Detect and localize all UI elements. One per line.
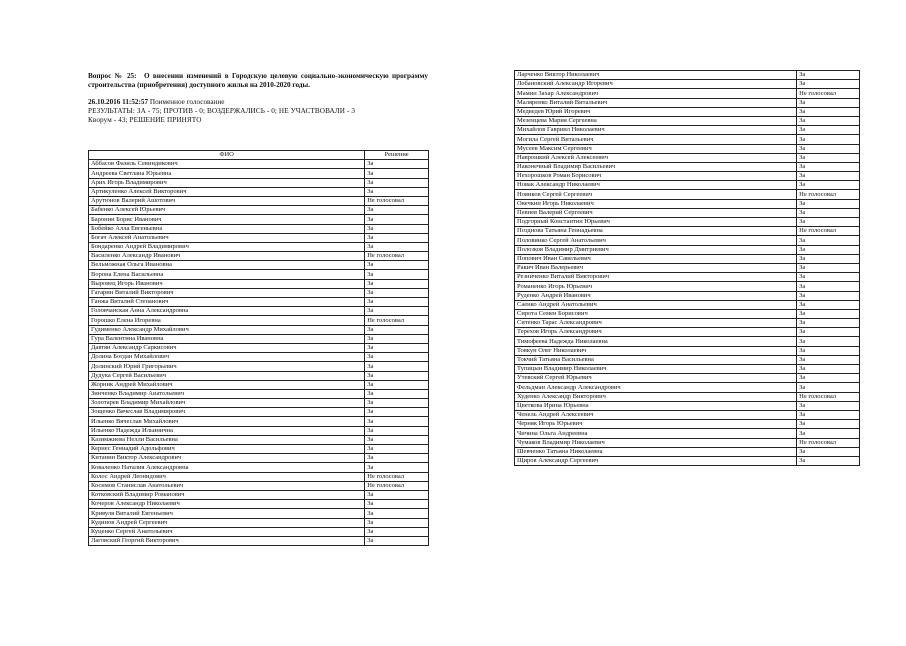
vote-decision-cell: Не голосовал <box>365 252 429 261</box>
deputy-name-cell: Руденко Андрей Иванович <box>515 291 797 300</box>
column-header-name: ФИО <box>89 151 365 160</box>
table-row <box>515 116 860 125</box>
deputy-name-cell: Наконечный Владимир Васильевич <box>515 162 797 171</box>
deputy-name-cell: Кочеров Александр Николаевич <box>89 500 365 509</box>
vote-decision-cell: За <box>797 374 860 383</box>
vote-decision-cell: За <box>797 300 860 309</box>
vote-decision-cell: За <box>365 399 429 408</box>
vote-decision-cell: За <box>365 490 429 499</box>
vote-decision-cell: За <box>365 261 429 270</box>
column-header-vote: Решение <box>365 151 429 160</box>
table-row <box>89 206 429 215</box>
vote-decision-cell: За <box>365 408 429 417</box>
table-row <box>89 298 429 307</box>
table-row <box>515 410 860 419</box>
table-row <box>89 288 429 297</box>
question-number: Вопрос № 25: <box>88 72 137 80</box>
deputy-name-cell: Гура Валентина Ивановна <box>89 334 365 343</box>
table-row <box>89 527 429 536</box>
vote-decision-cell: За <box>365 279 429 288</box>
table-row <box>89 252 429 261</box>
vote-decision-cell: За <box>365 445 429 454</box>
vote-decision-cell: За <box>365 509 429 518</box>
vote-decision-cell: За <box>797 346 860 355</box>
table-row <box>515 456 860 465</box>
vote-decision-cell: За <box>365 307 429 316</box>
vote-decision-cell: За <box>365 362 429 371</box>
deputy-name-cell: Ченель Андрей Алексеевич <box>515 410 797 419</box>
table-row <box>515 71 860 80</box>
table-row <box>515 438 860 447</box>
deputy-name-cell: Ларченко Виктор Николаевич <box>515 71 797 80</box>
vote-decision-cell: За <box>797 319 860 328</box>
vote-decision-cell: За <box>797 181 860 190</box>
table-row <box>515 263 860 272</box>
deputy-name-cell: Горошко Елена Игоревна <box>89 316 365 325</box>
vote-decision-cell: Не голосовал <box>365 481 429 490</box>
table-row <box>89 463 429 472</box>
vote-decision-cell: За <box>797 429 860 438</box>
table-row <box>89 307 429 316</box>
vote-decision-cell: За <box>797 80 860 89</box>
table-row <box>515 300 860 309</box>
table-row <box>89 178 429 187</box>
deputy-name-cell: Гудименко Александр Михайлович <box>89 325 365 334</box>
deputy-name-cell: Полозков Владимир Дмитриевич <box>515 245 797 254</box>
deputy-name-cell: Мамин Захар Александрович <box>515 89 797 98</box>
deputy-name-cell: Тимофеева Надежда Николаевна <box>515 337 797 346</box>
table-row <box>89 399 429 408</box>
deputy-name-cell: Казимжиева Нелли Васильевна <box>89 435 365 444</box>
vote-decision-cell: За <box>797 291 860 300</box>
table-row <box>515 328 860 337</box>
session-datetime: 26.10.2016 11:52:57 <box>88 98 149 106</box>
table-row <box>89 343 429 352</box>
vote-decision-cell: За <box>797 126 860 135</box>
deputy-name-cell: Арих Игорь Владимирович <box>89 178 365 187</box>
deputy-name-cell: Сирота Семен Борисович <box>515 309 797 318</box>
table-row <box>89 169 429 178</box>
deputy-name-cell: Ворона Елена Васильевна <box>89 270 365 279</box>
vote-decision-cell: За <box>365 417 429 426</box>
quorum-decision: Кворум - 43; РЕШЕНИЕ ПРИНЯТО <box>88 116 202 124</box>
table-row <box>89 472 429 481</box>
results-summary: РЕЗУЛЬТАТЫ: ЗА - 75; ПРОТИВ - 0; ВОЗДЕРЖАЛИСЬ - 0; НЕ УЧАСТВОВАЛИ - 3 <box>88 107 356 115</box>
table-row <box>515 254 860 263</box>
deputy-name-cell: Богач Алексей Анатольевич <box>89 233 365 242</box>
table-row <box>515 319 860 328</box>
vote-decision-cell: За <box>797 236 860 245</box>
deputy-name-cell: Кудинов Андрей Сергеевич <box>89 518 365 527</box>
table-row <box>89 353 429 362</box>
vote-decision-cell: За <box>365 178 429 187</box>
vote-decision-cell: За <box>797 208 860 217</box>
table-row <box>89 509 429 518</box>
table-row <box>89 270 429 279</box>
table-row <box>89 536 429 545</box>
deputy-name-cell: Мусеев Максим Сергеевич <box>515 144 797 153</box>
vote-decision-cell: Не голосовал <box>365 316 429 325</box>
deputy-name-cell: Утевский Сергей Юрьевич <box>515 374 797 383</box>
vote-decision-cell: За <box>365 215 429 224</box>
vote-decision-cell: За <box>365 325 429 334</box>
vote-decision-cell: Не голосовал <box>365 472 429 481</box>
table-row <box>515 144 860 153</box>
vote-decision-cell: За <box>797 401 860 410</box>
table-row <box>515 181 860 190</box>
deputy-name-cell: Аббасов Фазиль Севиндикович <box>89 160 365 169</box>
table-row <box>89 316 429 325</box>
vote-decision-cell: За <box>365 187 429 196</box>
table-row <box>89 417 429 426</box>
table-row <box>515 401 860 410</box>
deputy-name-cell: Бондаренко Андрей Владимирович <box>89 242 365 251</box>
deputy-name-cell: Тупицын Владимир Николаевич <box>515 365 797 374</box>
table-row <box>515 365 860 374</box>
table-row <box>515 190 860 199</box>
deputy-name-cell: Баронин Борис Иванович <box>89 215 365 224</box>
vote-decision-cell: За <box>365 206 429 215</box>
vote-decision-cell: За <box>797 410 860 419</box>
table-row <box>89 500 429 509</box>
table-row <box>515 218 860 227</box>
table-row <box>89 187 429 196</box>
deputy-name-cell: Арутюнов Валерий Ашотович <box>89 196 365 205</box>
vote-decision-cell: За <box>797 254 860 263</box>
deputy-name-cell: Давтян Александр Саркисович <box>89 343 365 352</box>
deputy-name-cell: Выровец Игорь Иванович <box>89 279 365 288</box>
deputy-name-cell: Ильенко Надежда Ильинична <box>89 426 365 435</box>
table-row <box>515 420 860 429</box>
deputy-name-cell: Чичина Ольга Андреевна <box>515 429 797 438</box>
table-row <box>89 371 429 380</box>
deputy-name-cell: Дудука Сергей Васильевич <box>89 371 365 380</box>
deputy-name-cell: Черняк Игорь Юрьевич <box>515 420 797 429</box>
vote-decision-cell: За <box>365 380 429 389</box>
table-row <box>515 447 860 456</box>
vote-decision-cell: За <box>365 169 429 178</box>
vote-type: Поименное голосование <box>149 98 225 106</box>
deputy-name-cell: Котковский Владимир Романович <box>89 490 365 499</box>
deputy-name-cell: Китанин Виктор Александрович <box>89 454 365 463</box>
table-row <box>515 107 860 116</box>
table-row <box>515 429 860 438</box>
deputy-name-cell: Чумаков Владимир Николаевич <box>515 438 797 447</box>
deputy-name-cell: Коваленко Наталия Александровна <box>89 463 365 472</box>
deputy-name-cell: Цветкова Ирина Юрьевна <box>515 401 797 410</box>
deputy-name-cell: Попович Иван Савельевич <box>515 254 797 263</box>
table-row <box>89 362 429 371</box>
deputy-name-cell: Нехорошков Роман Борисович <box>515 172 797 181</box>
deputy-name-cell: Колос Андрей Леонидович <box>89 472 365 481</box>
vote-decision-cell: За <box>365 518 429 527</box>
deputy-name-cell: Романенко Игорь Юрьевич <box>515 282 797 291</box>
deputy-name-cell: Бобейко Алла Евгеньевна <box>89 224 365 233</box>
deputy-name-cell: Резниченко Виталий Викторович <box>515 273 797 282</box>
table-row <box>515 208 860 217</box>
vote-decision-cell: За <box>797 153 860 162</box>
table-row <box>89 325 429 334</box>
deputy-name-cell: Михайлов Гавриил Николаевич <box>515 126 797 135</box>
deputy-name-cell: Маляренко Виталий Витальевич <box>515 98 797 107</box>
table-row <box>515 236 860 245</box>
table-row <box>89 518 429 527</box>
table-row <box>89 426 429 435</box>
vote-decision-cell: Не голосовал <box>797 227 860 236</box>
table-row <box>515 309 860 318</box>
deputy-name-cell: Медведев Юрий Игоревич <box>515 107 797 116</box>
vote-table-left <box>88 150 429 546</box>
table-row <box>515 273 860 282</box>
table-row <box>515 355 860 364</box>
table-row <box>515 346 860 355</box>
vote-decision-cell: За <box>365 500 429 509</box>
table-row <box>89 481 429 490</box>
deputy-name-cell: Долина Богдан Михайлович <box>89 353 365 362</box>
deputy-name-cell: Ганжа Виталий Степанович <box>89 298 365 307</box>
deputy-name-cell: Новиков Сергей Сергеевич <box>515 190 797 199</box>
deputy-name-cell: Лобановский Александр Игоревич <box>515 80 797 89</box>
deputy-name-cell: Золотарев Владимир Михайлович <box>89 399 365 408</box>
deputy-name-cell: Токчий Татьяна Васильевна <box>515 355 797 364</box>
vote-decision-cell: За <box>365 426 429 435</box>
vote-decision-cell: За <box>365 371 429 380</box>
deputy-name-cell: Мезенцева Мария Сергеевна <box>515 116 797 125</box>
vote-decision-cell: За <box>797 162 860 171</box>
vote-decision-cell: За <box>797 355 860 364</box>
table-row <box>89 454 429 463</box>
vote-decision-cell: За <box>797 144 860 153</box>
table-row <box>515 172 860 181</box>
table-row <box>89 242 429 251</box>
deputy-name-cell: Товкун Олег Николаевич <box>515 346 797 355</box>
table-row <box>89 196 429 205</box>
vote-decision-cell: За <box>797 273 860 282</box>
vote-decision-cell: За <box>797 309 860 318</box>
deputy-name-cell: Жорник Андрей Михайлович <box>89 380 365 389</box>
vote-decision-cell: За <box>797 107 860 116</box>
table-row <box>515 80 860 89</box>
deputy-name-cell: Головчанская Анна Александровна <box>89 307 365 316</box>
table-row <box>89 215 429 224</box>
deputy-name-cell: Терехов Игорь Александрович <box>515 328 797 337</box>
deputy-name-cell: Косимов Станислав Анатольевич <box>89 481 365 490</box>
table-row <box>89 389 429 398</box>
table-row <box>89 279 429 288</box>
deputy-name-cell: Саенко Андрей Анатольевич <box>515 300 797 309</box>
deputy-name-cell: Вельможная Ольга Ивановна <box>89 261 365 270</box>
table-row <box>89 445 429 454</box>
table-row <box>515 282 860 291</box>
question-heading <box>88 72 428 90</box>
deputy-name-cell: Ситенко Тарас Александрович <box>515 319 797 328</box>
table-row <box>89 160 429 169</box>
table-row <box>515 374 860 383</box>
vote-decision-cell: За <box>365 343 429 352</box>
deputy-name-cell: Лаговский Георгий Викторович <box>89 536 365 545</box>
vote-decision-cell: Не голосовал <box>365 196 429 205</box>
table-row <box>515 392 860 401</box>
vote-decision-cell: За <box>797 447 860 456</box>
deputy-name-cell: Василенко Александр Иванович <box>89 252 365 261</box>
table-row <box>89 224 429 233</box>
vote-decision-cell: За <box>365 454 429 463</box>
table-row <box>515 135 860 144</box>
vote-decision-cell: За <box>797 282 860 291</box>
vote-decision-cell: Не голосовал <box>797 89 860 98</box>
table-row <box>89 334 429 343</box>
table-row <box>89 408 429 417</box>
table-row <box>89 380 429 389</box>
deputy-name-cell: Фельдман Александр Александрович <box>515 383 797 392</box>
vote-decision-cell: За <box>797 420 860 429</box>
vote-decision-cell: За <box>365 536 429 545</box>
vote-decision-cell: За <box>797 172 860 181</box>
vote-decision-cell: За <box>365 224 429 233</box>
table-row <box>89 233 429 242</box>
table-row <box>515 98 860 107</box>
deputy-name-cell: Артикуленко Алексей Викторович <box>89 187 365 196</box>
vote-decision-cell: За <box>365 160 429 169</box>
deputy-name-cell: Зощенко Вячеслав Владимирович <box>89 408 365 417</box>
deputy-name-cell: Ильенко Вячеслав Михайлович <box>89 417 365 426</box>
table-row <box>515 245 860 254</box>
deputy-name-cell: Андреева Светлана Юрьевна <box>89 169 365 178</box>
deputy-name-cell: Кривуля Виталий Евгеньевич <box>89 509 365 518</box>
vote-decision-cell: За <box>365 435 429 444</box>
deputy-name-cell: Кернес Геннадий Адольфович <box>89 445 365 454</box>
deputy-name-cell: Овечкин Игорь Николаевич <box>515 199 797 208</box>
vote-decision-cell: За <box>797 218 860 227</box>
document-header <box>88 72 428 125</box>
deputy-name-cell: Куценко Сергей Анатольевич <box>89 527 365 536</box>
vote-decision-cell: За <box>797 199 860 208</box>
deputy-name-cell: Ракич Иван Валерьевич <box>515 263 797 272</box>
vote-decision-cell: За <box>365 298 429 307</box>
deputy-name-cell: Могила Сергей Витальевич <box>515 135 797 144</box>
deputy-name-cell: Бабенко Алексей Юрьевич <box>89 206 365 215</box>
deputy-name-cell: Подгорный Константин Юрьевич <box>515 218 797 227</box>
vote-decision-cell: За <box>365 288 429 297</box>
table-row <box>89 261 429 270</box>
vote-decision-cell: За <box>365 389 429 398</box>
vote-decision-cell: За <box>797 245 860 254</box>
vote-decision-cell: За <box>797 263 860 272</box>
vote-decision-cell: За <box>797 71 860 80</box>
deputy-name-cell: Певнев Валерий Сергеевич <box>515 208 797 217</box>
table-row <box>515 153 860 162</box>
table-row <box>515 199 860 208</box>
deputy-name-cell: Шевченко Татьяна Николаевна <box>515 447 797 456</box>
table-row <box>89 490 429 499</box>
vote-decision-cell: Не голосовал <box>797 438 860 447</box>
vote-decision-cell: За <box>797 456 860 465</box>
deputy-name-cell: Новак Александр Николаевич <box>515 181 797 190</box>
vote-decision-cell: Не голосовал <box>797 392 860 401</box>
vote-decision-cell: За <box>365 270 429 279</box>
vote-decision-cell: За <box>797 116 860 125</box>
table-row <box>515 291 860 300</box>
deputy-name-cell: Половинко Сергей Анатольевич <box>515 236 797 245</box>
vote-decision-cell: За <box>797 135 860 144</box>
table-row <box>515 162 860 171</box>
deputy-name-cell: Позднова Татьяна Геннадьевна <box>515 227 797 236</box>
vote-decision-cell: За <box>797 328 860 337</box>
table-row <box>515 337 860 346</box>
deputy-name-cell: Долинский Юрий Григорьевич <box>89 362 365 371</box>
vote-table-right <box>514 70 860 466</box>
vote-decision-cell: За <box>365 527 429 536</box>
vote-decision-cell: За <box>797 383 860 392</box>
vote-decision-cell: За <box>365 353 429 362</box>
vote-decision-cell: За <box>797 337 860 346</box>
vote-decision-cell: За <box>365 233 429 242</box>
vote-decision-cell: За <box>365 334 429 343</box>
table-row <box>515 227 860 236</box>
vote-table-left-body <box>89 160 429 546</box>
deputy-name-cell: Худенко Александр Викторович <box>515 392 797 401</box>
deputy-name-cell: Гагарин Виталий Викторович <box>89 288 365 297</box>
question-text: О внесении изменений в Городскую целевую социально-экономическую программу строительства (приобретения) доступного жилья на 2010-2020 годы. <box>88 72 429 89</box>
table-row <box>515 126 860 135</box>
vote-decision-cell: За <box>797 98 860 107</box>
vote-decision-cell: Не голосовал <box>797 190 860 199</box>
table-row <box>89 435 429 444</box>
table-row <box>515 89 860 98</box>
deputy-name-cell: Щиров Александр Сергеевич <box>515 456 797 465</box>
deputy-name-cell: Зинченко Владимир Анатольевич <box>89 389 365 398</box>
vote-table-right-body <box>515 71 860 466</box>
deputy-name-cell: Наврошкий Алексей Алексеевич <box>515 153 797 162</box>
vote-decision-cell: За <box>365 463 429 472</box>
table-header-row <box>89 151 429 160</box>
vote-decision-cell: За <box>365 242 429 251</box>
table-row <box>515 383 860 392</box>
session-info <box>88 98 428 107</box>
vote-decision-cell: За <box>797 365 860 374</box>
